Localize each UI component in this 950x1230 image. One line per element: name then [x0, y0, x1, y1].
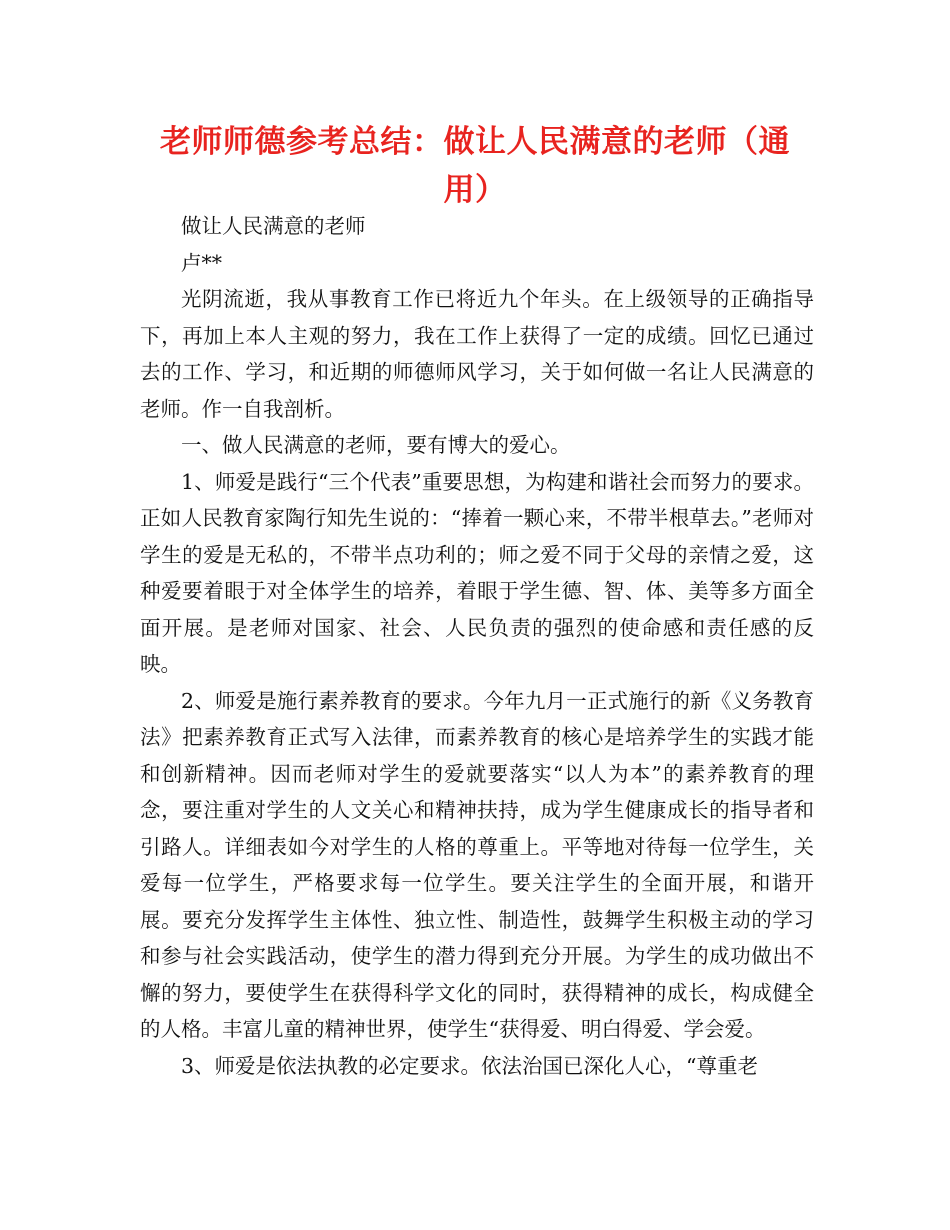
- document-body: [140, 208, 814, 1084]
- paragraph-section-heading: 一、做人民满意的老师，要有博大的爱心。: [181, 433, 571, 457]
- paragraph-point-2: 2、师爱是施行素养教育的要求。今年九月一正式施行的新《义务教育法》把素养教育正式写入法律，而素养教育的核心是培养学生的实践才能和创新精神。因而老师对学生的爱就要落实“以人为本”的素养教育的理念，要注重对学生的人文关心和精神扶持，成为学生健康成长的指导者和引路人。详细表如今对学生的人格的尊重上。平等地对待每一位学生，关爱每一位学生，严格要求每一位学生。要关注学生的全面开展，和谐开展。要充分发挥学生主体性、独立性、制造性，鼓舞学生积极主动的学习和参与社会实践活动，使学生的潜力得到充分开展。为学生的成功做出不懈的努力，要使学生在获得科学文化的同时，获得精神的成长，构成健全的人格。丰富儿童的精神世界，使学生“获得爱、明白得爱、学会爱。: [140, 688, 814, 1041]
- document-title: 老师师德参考总结：做让人民满意的老师（通用）: [160, 124, 790, 208]
- paragraph-point-1: 1、师爱是践行“三个代表”重要思想，为构建和谐社会而努力的要求。正如人民教育家陶行知先生说的：“捧着一颗心来，不带半根草去。”老师对学生的爱是无私的，不带半点功利的；师之爱不同于父母的亲情之爱，这种爱要着眼于对全体学生的培养，着眼于学生德、智、体、美等多方面全面开展。是老师对国家、社会、人民负责的强烈的使命感和责任感的反映。: [140, 469, 814, 676]
- paragraph-point-3: 3、师爱是依法执教的必定要求。依法治国已深化人心，“尊重老: [181, 1053, 759, 1078]
- paragraph-subtitle: 做让人民满意的老师: [181, 214, 366, 238]
- paragraph-intro: 光阴流逝，我从事教育工作已将近九个年头。在上级领导的正确指导下，再加上本人主观的努力，我在工作上获得了一定的成绩。回忆已通过去的工作、学习，和近期的师德师风学习，关于如何做一名让人民满意的老师。作一自我剖析。: [140, 287, 814, 421]
- paragraph-author: 卢**: [181, 250, 222, 275]
